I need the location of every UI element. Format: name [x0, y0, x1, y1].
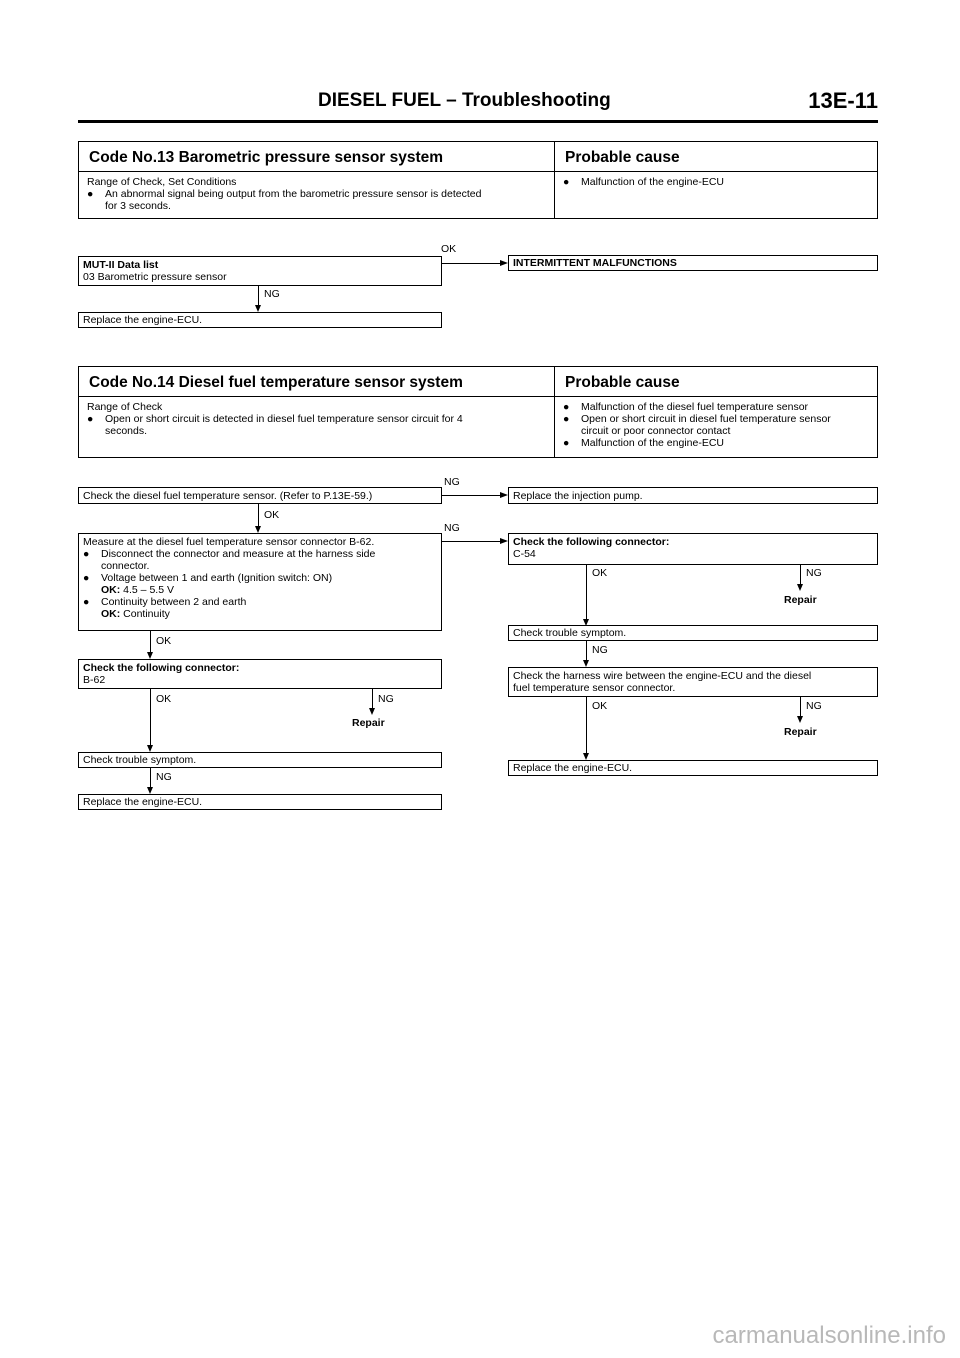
code14-step4-ng-line	[150, 768, 151, 788]
code14-cause2: Open or short circuit in diesel fuel temperature sensor	[581, 413, 831, 425]
code14-step4-ng-label: NG	[156, 771, 172, 783]
code14-r1-ok-label: OK	[592, 567, 608, 579]
code14-step5: Replace the engine-ECU.	[78, 794, 442, 810]
code13-cause1: Malfunction of the engine-ECU	[581, 176, 724, 188]
code14-range: Range of Check	[87, 401, 163, 413]
code14-cause2b: circuit or poor connector contact	[581, 425, 731, 437]
code14-step1-ng-line	[442, 495, 500, 496]
code14-r4: Replace the engine-ECU.	[508, 760, 878, 776]
code14-r2: Check trouble symptom.	[508, 625, 878, 641]
code14-step2-ok-label: OK	[156, 635, 172, 647]
page-header	[78, 82, 878, 122]
code14-step2-ng-line	[442, 541, 500, 542]
code13-result-ng: Replace the engine-ECU.	[78, 312, 442, 328]
code14-r1-ng-arrow	[797, 584, 803, 591]
code14-r2-ng-arrow	[583, 660, 589, 667]
code14-step1-ng-result: Replace the injection pump.	[508, 487, 878, 504]
code14-step2-ng-arrow	[500, 538, 508, 544]
code14-r1-ng-line	[800, 565, 801, 585]
code14-step1-ng-label: NG	[444, 476, 460, 488]
code14-cond1b: seconds.	[105, 425, 148, 437]
code13-ng-label: NG	[264, 288, 280, 300]
code14-step3-ok-label: OK	[156, 693, 172, 705]
code13-cond1b: for 3 seconds.	[105, 200, 171, 212]
code14-box: Code No.14 Diesel fuel temperature sensor system Probable cause Range of Check ● Open or short circuit is detected in diesel fuel temperature sensor circuit for 4 seconds. ● Malfunction of the diesel fuel temperature sensor ● Open or short circuit in diesel fuel temperature sensor circuit or poor connector contact ● Malfunction of the engine-ECU	[78, 366, 878, 458]
code14-step3-ok-line	[150, 689, 151, 746]
code14-step1-ng-arrow	[500, 492, 508, 498]
code13-ok-line	[442, 263, 500, 264]
code14-cause1: Malfunction of the diesel fuel temperature sensor	[581, 401, 809, 413]
code14-r3-ok-line	[586, 697, 587, 754]
code13-cause-title: Probable cause	[565, 149, 680, 166]
code14-step1-ok-line	[258, 504, 259, 527]
code13-range: Range of Check, Set Conditions	[87, 176, 237, 188]
code13-mut-box: MUT-II Data list 03 Barometric pressure sensor	[78, 256, 442, 286]
code13-title: Code No.13 Barometric pressure sensor system	[79, 142, 555, 171]
code14-r3: Check the harness wire between the engine-ECU and the diesel fuel temperature sensor connector.	[508, 667, 878, 697]
code14-step3-ng-label: NG	[378, 693, 394, 705]
page-code: 13E-11	[808, 88, 878, 113]
code14-r1-repair: Repair	[784, 594, 817, 606]
code14-step1: Check the diesel fuel temperature sensor. (Refer to P.13E-59.)	[78, 487, 442, 504]
code14-step4: Check trouble symptom.	[78, 752, 442, 768]
page-title: DIESEL FUEL – Troubleshooting	[318, 90, 611, 111]
code14-step4-ng-arrow	[147, 787, 153, 794]
code14-r3-ok-arrow	[583, 753, 589, 760]
code14-step3-ng-line	[372, 689, 373, 709]
code13-box: Code No.13 Barometric pressure sensor system Probable cause Range of Check, Set Conditions ● An abnormal signal being output from the barometric pressure sensor is detected for 3 seconds. ● Malfunction of the engine-ECU	[78, 141, 878, 219]
code14-step3-repair: Repair	[352, 717, 385, 729]
code14-cause3: Malfunction of the engine-ECU	[581, 437, 724, 449]
code14-r3-repair: Repair	[784, 726, 817, 738]
header-rule	[78, 120, 878, 123]
code14-r1-ng-label: NG	[806, 567, 822, 579]
code14-step2-ng-label: NG	[444, 522, 460, 534]
code14-cond1: Open or short circuit is detected in diesel fuel temperature sensor circuit for 4	[105, 413, 463, 425]
code14-step3: Check the following connector: B-62	[78, 659, 442, 689]
code13-result-ok: INTERMITTENT MALFUNCTIONS	[508, 255, 878, 271]
code13-ng-line	[258, 286, 259, 306]
code14-cause-title: Probable cause	[565, 374, 680, 391]
code14-r3-ng-arrow	[797, 716, 803, 723]
code13-ng-arrow	[255, 305, 261, 312]
code14-step2-ok-arrow	[147, 652, 153, 659]
watermark: carmanualsonline.info	[712, 1322, 946, 1349]
code14-r3-ng-label: NG	[806, 700, 822, 712]
code14-step3-ng-arrow	[369, 708, 375, 715]
code14-step2: Measure at the diesel fuel temperature sensor connector B-62. ● Disconnect the connector and measure at the harness side connector. ● Voltage between 1 and earth (Ignition switch: ON) OK: 4.5 – 5.5 V ● Continuity between 2 and earth OK: Continuity	[78, 533, 442, 631]
code14-title: Code No.14 Diesel fuel temperature sensor system	[79, 367, 555, 396]
code14-r2-ng-line	[586, 641, 587, 661]
code14-r3-ng-line	[800, 697, 801, 717]
code14-step1-ok-arrow	[255, 526, 261, 533]
code14-step3-ok-arrow	[147, 745, 153, 752]
code14-step2-ok-line	[150, 631, 151, 653]
code14-r2-ng-label: NG	[592, 644, 608, 656]
code14-r1: Check the following connector: C-54	[508, 533, 878, 565]
code13-ok-label: OK	[441, 243, 457, 255]
code14-r3-ok-label: OK	[592, 700, 608, 712]
code14-step1-ok-label: OK	[264, 509, 280, 521]
code13-cond1: An abnormal signal being output from the barometric pressure sensor is detected	[105, 188, 482, 200]
code13-ok-arrow	[500, 260, 508, 266]
code14-r1-ok-line	[586, 565, 587, 620]
